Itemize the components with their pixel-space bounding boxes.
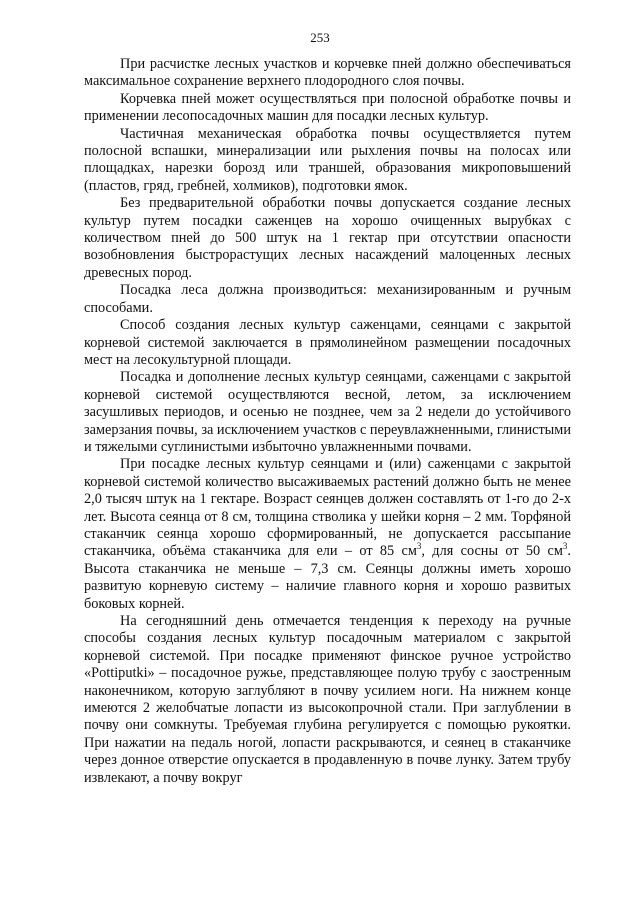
seedling-text-part-2: , для сосны от 50 см — [421, 543, 563, 560]
paragraph-planting-methods: Посадка леса должна производиться: механизированным и ручным способами. — [84, 282, 571, 316]
paragraph-manual-planting: На сегодняшний день отмечается тенденция к переходу на ручные способы создания лесных культур посадочным материалом с закрытой корневой системой. При посадке применяют финское ручное устройство «Pottiputki» – посадочное ружье, представляющее полую трубу с заостренным наконечником, которую заглубляют в почву усилием ноги. На нижнем конце имеются 2 желобчатые лопасти из высокопрочной стали. При заглублении в почву они сомкнуты. Требуемая глубина регулируется с помощью рукоятки. При нажатии на педаль ногой, лопасти раскрываются, и сеянец в стаканчике через донное отверстие опускается в продавленную в почве лунку. Затем трубу извлекают, а почву вокруг — [84, 613, 571, 786]
paragraph-no-tillage: Без предварительной обработки почвы допускается создание лесных культур путем посадки саженцев на хорошо очищенных вырубках с количеством пней до 500 штук на 1 гектар при отсутствии опасности возобновления быстрорастущих лесных насаждений малоценных лесных древесных пород. — [84, 195, 571, 281]
paragraph-partial-tillage: Частичная механическая обработка почвы осуществляется путем полосной вспашки, минерализации или рыхления почвы на полосах или площадках, нарезки борозд или траншей, образования микроповышений (пластов, гряд, гребней, холмиков), подготовки ямок. — [84, 125, 571, 194]
paragraph-closed-root-method: Способ создания лесных культур саженцами, сеянцами с закрытой корневой системой заключается в прямолинейном размещении посадочных мест на лесокультурной площади. — [84, 317, 571, 368]
superscript-cubic-2: 3 — [562, 541, 568, 552]
seedling-text-part-3: . Высота стаканчика не меньше – 7,3 см. Сеянцы должны иметь хорошо развитую корневую систему – наличие главного корня и хорошо развитых боковых корней. — [84, 543, 571, 612]
paragraph-stump-removal: Корчевка пней может осуществляться при полосной обработке почвы и применении лесопосадочных машин для посадки лесных культур. — [84, 90, 571, 125]
paragraph-stump-clearing: При расчистке лесных участков и корчевке пней должно обеспечиваться максимальное сохранение верхнего плодородного слоя почвы. — [84, 56, 571, 90]
document-body — [84, 56, 571, 787]
superscript-cubic-1: 3 — [416, 541, 422, 552]
paragraph-planting-season: Посадка и дополнение лесных культур сеянцами, саженцами с закрытой корневой системой осуществляются весной, летом, за исключением засушливых периодов, и осенью не позднее, чем за 2 недели до устойчивого замерзания почвы, за исключением участков с переувлажненными, глинистыми и тяжелыми суглинистыми избыточно увлажненными почвами. — [84, 369, 571, 455]
seedling-text-part-1: При посадке лесных культур сеянцами и (или) саженцами с закрытой корневой системой количество высаживаемых растений должно быть не менее 2,0 тысяч штук на 1 гектаре. Возраст сеянцев должен составлять от 1-го до 2-х лет. Высота сеянца от 8 см, толщина стволика у шейки корня – 2 мм. Торфяной стаканчик сеянца хорошо сформированный, не допускается рассыпание стаканчика, объёма стаканчика для ели – от 85 см — [84, 456, 571, 560]
paragraph-seedling-requirements — [84, 456, 571, 613]
page-number: 253 — [310, 30, 330, 45]
